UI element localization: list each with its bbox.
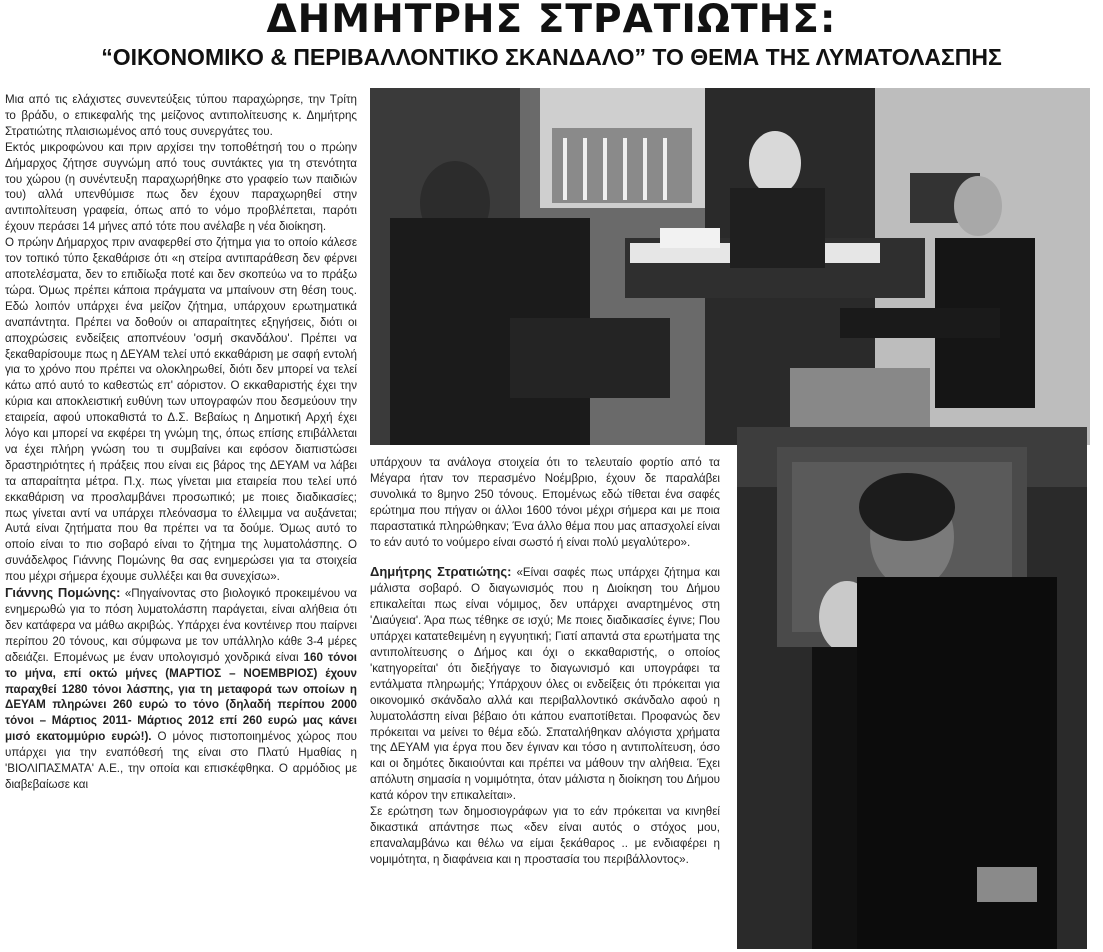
paragraph: υπάρχουν τα ανάλογα στοιχεία ότι το τελευταίο φορτίο από τα Μέγαρα ήταν τον περασμένο Νοέμβριο, έχουν δε παραλάβει συνολικά το 8μηνο 250 τόνους. Επομένως εδώ τίθεται ένα σαφές ερώτημα που πήγαν οι άλλοι 1600 τόνοι μέχρι σήμερα και με ποια παραστατικά πληρώθηκαν; Ένα άλλο θέμα που μας απασχολεί είναι το εάν αυτό το νούμερο είναι σωστό ή είναι πολύ μεγαλύτερο».: [370, 456, 720, 549]
quote-highlight: 160 τόνοι το μήνα, επί οκτώ μήνες (ΜΑΡΤΙΟΣ – ΝΟΕΜΒΡΙΟΣ) έχουν παραχθεί 1280 τόνοι λάσπης, για τη μεταφορά των οποίων η ΔΕΥΑΜ πληρώνει 260 ευρώ το τόνο (δηλαδή περίπου 2000 τόνοι – Μάρτιος 2011- Μάρτιος 2012 επί 260 ευρώ μας κάνει μισό εκατομμύριο ευρώ!).: [5, 650, 357, 744]
paragraph: [370, 564, 720, 804]
office-scene-image: [370, 88, 1090, 445]
paragraph: Σε ερώτηση των δημοσιογράφων για το εάν πρόκειται να κινηθεί δικαστικά απάντησε πως «δεν είναι αυτός ο στόχος μου, επαναλαμβάνω και θέλω να είμαι ξεκάθαρος .. με ενδιαφέρει η νομιμότητα, η διαφάνεια και η προστασία του περιβάλλοντος».: [370, 805, 720, 866]
two-men-portrait-image: [737, 427, 1087, 949]
paragraph: Ο πρώην Δήμαρχος πριν αναφερθεί στο ζήτημα για το οποίο κάλεσε τον τοπικό τύπο ξεκαθάρισε ότι «η στείρα αντιπαράθεση δεν φέρνει αποτελέσματα, δεν το επιδίωξα ποτέ και δεν σκοπεύω να το πράξω τώρα. Όμως πρέπει κάποια πράγματα να μπαίνουν στη θέση τους. Εδώ λοιπόν υπάρχει ένα μείζον ζήτημα, υπάρχουν ερωτηματικά αναπάντητα. Πρέπει να δοθούν οι απαραίτητες εξηγήσεις, διότι οι αποχρώσεις ενδείξεις αποπνέουν 'οσμή σκανδάλου'. Πρέπει να ξεκαθαρίσουμε πως η ΔΕΥΑΜ τελεί υπό εκκαθάριση με σαφή εντολή για το χρόνο που πρέπει να ολοκληρωθεί, διότι δεν μπορεί να τελεί κάτω από αυτό το καθεστώς επ' αόριστον. Ο εκκαθαριστής έχει την κύρια και αποκλειστική ευθύνη των υπογραφών που δεσμεύουν την εταιρεία, αφού υποκαθιστά το Δ.Σ. Βεβαίως η Δημοτική Αρχή έχει λόγο και μπορεί να εκφέρει τη γνώμη της, όπως επίσης επιβάλλεται να έχει πλήρη γνώση του τι συμβαίνει και εφόσον διαπιστώσει δραστηριότητες ή πράξεις που είναι εις βάρος της ΔΕΥΑΜ να λάβει τα απαραίτητα μέτρα. Π.χ. πως γίνεται μια εταιρεία που τελεί υπό εκκαθάριση να προσλαμβάνει προσωπικό; με ποιες διαδικασίες; πως γίνεται αντί να υπάρχει πλεόνασμα το έλλειμμα να αυξάνεται; Αυτά είναι ζητήματα που θα πρέπει να τα δούμε. Όμως αυτό το οποίο είναι το πιο σοβαρό είναι το ζήτημα της λυματολάσπης. Ο συνάδελφος Γιάννης Πομώνης θα σας ενημερώσει για τα στοιχεία που μέχρι σήμερα έχουμε συλλέξει και θα συνεχίσω».: [5, 236, 357, 584]
quote-text: «Είναι σαφές πως υπάρχει ζήτημα και μάλιστα σοβαρό. Ο διαγωνισμός που η Διοίκηση του Δήμου επικαλείται πως είναι νόμιμος, δεν υπάρχει αναρτημένος στη 'Διαύγεια'. Άρα πως τέθηκε σε ισχύ; Με ποιες διαδικασίες έγινε; Που υπάρχει κατατεθειμένη η εγγυητική; Γιατί απαντά στα ερωτήματα της αντιπολίτευσης ο Δήμος και όχι ο εκκαθαριστής, ο οποίος 'κατηγορείται' ότι διεξήγαγε το διαγωνισμό και υπογράφει τα εντάλματα πληρωμής; Υπάρχουν όλες οι ενδείξεις ότι πρόκειται για οικονομικό σκάνδαλο αλλά και περιβαλλοντικό σκάνδαλο αφού η λυματολάσπη είναι βέβαιο ότι κάπου εναποτίθεται. Προφανώς δεν πρόκειται να μείνει το θέμα εδώ. Σπαταλήθηκαν αλόγιστα χρήματα της ΔΕΥΑΜ για έργα που δεν έγιναν και τόσο η αντιπολίτευση, όσο και οι δημότες δικαιούνται και πρέπει να μάθουν την αλήθεια. Έχει απόλυτη σημασία η νομιμότητα, όταν μάλιστα η διοίκηση του Δήμου κατά κόρον την επικαλείται».: [370, 566, 720, 803]
article-subheadline: “ΟΙΚΟΝΟΜΙΚΟ & ΠΕΡΙΒΑΛΛΟΝΤΙΚΟ ΣΚΑΝΔΑΛΟ” ΤΟ ΘΕΜΑ ΤΗΣ ΛΥΜΑΤΟΛΑΣΠΗΣ: [101, 44, 1002, 70]
paragraph: Εκτός μικροφώνου και πριν αρχίσει την τοποθέτησή του ο πρώην Δήμαρχος ζήτησε συγνώμη από τους συντάκτες για τη στενότητα του χώρου (η συνέντευξη παραχωρήθηκε στο γραφείο των παιδιών του) αλλά υπενθύμισε πως δεν έχουν παραχωρηθεί στην αντιπολίτευση γραφεία, όπως από το νόμο προβλέπεται, παρότι έχουν περάσει 14 μήνες από τότε που ανέλαβε η νέα διοίκηση.: [5, 140, 357, 234]
article-headline: ΔΗΜΗΤΡΗΣ ΣΤΡΑΤΙΩΤΗΣ:: [266, 0, 837, 42]
quote-text: «Πηγαίνοντας στο βιολογικό προκειμένου να ενημερωθώ για το πόση λυματολάσπη παράγεται, είναι αλήθεια ότι δεν κατάφερα να μάθω ακριβώς. Υπάρχει ένα κοντέινερ που παίρνει περίπου 20 τόνους, και σύμφωνα με τον υπάλληλο κάθε 3-4 μέρες αδειάζει. Επομένως με έναν υπολογισμό χονδρικά είναι: [5, 587, 357, 664]
paragraph: [5, 585, 357, 793]
article-column-middle: [370, 455, 720, 950]
article-column-left: [5, 92, 357, 950]
press-conference-photo: [370, 88, 1090, 445]
quote-text: Ο μόνος πιστοποιημένος χώρος που υπάρχει για την εναπόθεσή της είναι στο Πλατύ Ημαθίας η 'ΒΙΟΛΙΠΑΣΜΑΤΑ' Α.Ε., την οποία και επισκέφθηκα. Ο αρμόδιος με διαβεβαίωσε και: [5, 730, 357, 791]
paragraph: Μια από τις ελάχιστες συνεντεύξεις τύπου παραχώρησε, την Τρίτη το βράδυ, ο επικεφαλής της μείζονος αντιπολίτευσης κ. Δημήτρης Στρατιώτης πλαισιωμένος από τους συνεργάτες του.: [5, 93, 357, 138]
speaker-name-pomonis: Γιάννης Πομώνης:: [5, 585, 121, 601]
speaker-name-stratiotis: Δημήτρης Στρατιώτης:: [370, 564, 512, 580]
portrait-photo: [737, 427, 1087, 949]
